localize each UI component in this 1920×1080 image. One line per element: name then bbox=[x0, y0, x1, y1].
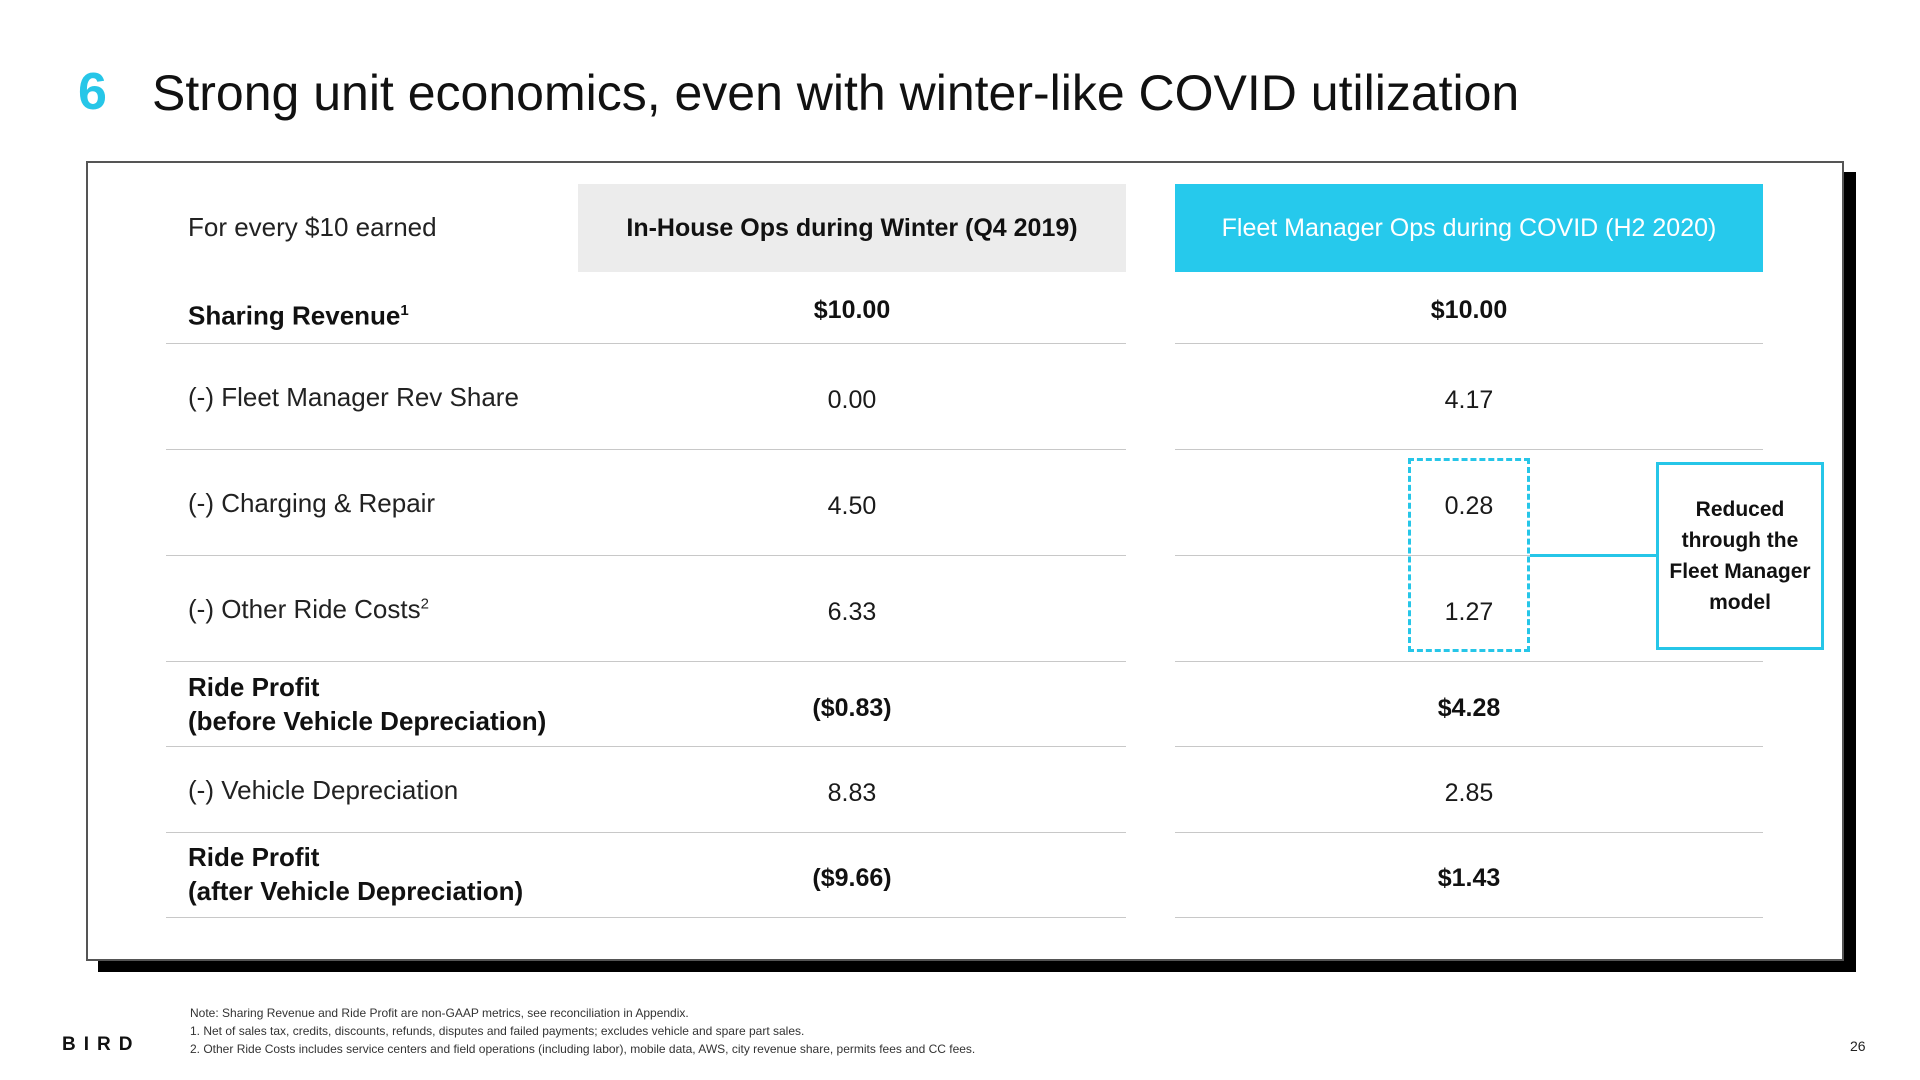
row-label: (-) Other Ride Costs$^2$ bbox=[188, 594, 429, 624]
col1-value: 4.50 bbox=[827, 492, 877, 520]
corner-label: For every $10 earned bbox=[188, 212, 437, 242]
row-divider bbox=[166, 832, 1126, 833]
row-label: (-) Charging & Repair bbox=[188, 488, 436, 518]
col1-value: $10.00 bbox=[813, 296, 891, 324]
row-label: Sharing Revenue$^1$ bbox=[188, 300, 409, 331]
row-label: (-) Fleet Manager Rev Share bbox=[188, 382, 519, 412]
row-label-line1: Ride Profit bbox=[188, 842, 320, 872]
col1-value: ($9.66) bbox=[812, 864, 892, 892]
slide-number: 6 bbox=[78, 63, 107, 121]
row-label bbox=[188, 670, 546, 738]
bird-logo: BIRD bbox=[62, 1034, 141, 1055]
row-divider bbox=[166, 555, 1126, 556]
col1-value: 0.00 bbox=[827, 386, 877, 414]
col2-value: $10.00 bbox=[1430, 296, 1508, 324]
slide-title: Strong unit economics, even with winter-like COVID utilization bbox=[152, 65, 1520, 121]
row-divider bbox=[1175, 343, 1763, 344]
footnote-marker: 2 bbox=[420, 595, 429, 613]
row-divider bbox=[1175, 917, 1763, 918]
row-divider bbox=[1175, 832, 1763, 833]
callout-connector bbox=[1530, 554, 1656, 557]
col2-value: $4.28 bbox=[1437, 694, 1501, 722]
footnote-line: 1. Net of sales tax, credits, discounts, refunds, disputes and failed payments; excludes vehicle and spare part sales. bbox=[190, 1024, 805, 1038]
row-label-line1: Ride Profit bbox=[188, 672, 320, 702]
footnote-line: 2. Other Ride Costs includes service centers and field operations (including labor), mobile data, AWS, city revenue share, permits fees and CC fees. bbox=[190, 1042, 976, 1056]
row-divider bbox=[166, 661, 1126, 662]
col1-value: 6.33 bbox=[827, 598, 877, 626]
col2-value: 2.85 bbox=[1444, 779, 1494, 807]
footnote-line: Note: Sharing Revenue and Ride Profit are non-GAAP metrics, see reconciliation in Appendix. bbox=[190, 1006, 689, 1020]
footnote-marker: 1 bbox=[400, 302, 409, 319]
row-divider bbox=[1175, 746, 1763, 747]
row-label-line2: (after Vehicle Depreciation) bbox=[188, 876, 524, 906]
row-divider bbox=[166, 746, 1126, 747]
row-divider bbox=[166, 917, 1126, 918]
col2-value: $1.43 bbox=[1437, 864, 1501, 892]
row-label-line2: (before Vehicle Depreciation) bbox=[188, 706, 547, 736]
col2-value: 0.28 bbox=[1444, 492, 1494, 520]
row-divider bbox=[166, 343, 1126, 344]
row-label bbox=[188, 840, 523, 908]
row-divider bbox=[166, 449, 1126, 450]
row-divider bbox=[1175, 661, 1763, 662]
footnotes bbox=[190, 1004, 975, 1058]
highlight-dashed-box bbox=[1408, 458, 1530, 652]
col2-value: 1.27 bbox=[1444, 598, 1494, 626]
row-divider bbox=[1175, 449, 1763, 450]
col1-value: ($0.83) bbox=[812, 694, 892, 722]
col2-header: Fleet Manager Ops during COVID (H2 2020) bbox=[1175, 184, 1763, 272]
row-label: (-) Vehicle Depreciation bbox=[188, 775, 459, 805]
col2-value: 4.17 bbox=[1444, 386, 1494, 414]
callout-box: Reduced through the Fleet Manager model bbox=[1656, 462, 1824, 650]
page-number: 26 bbox=[1850, 1038, 1866, 1054]
col1-header: In-House Ops during Winter (Q4 2019) bbox=[578, 184, 1126, 272]
col1-value: 8.83 bbox=[827, 779, 877, 807]
